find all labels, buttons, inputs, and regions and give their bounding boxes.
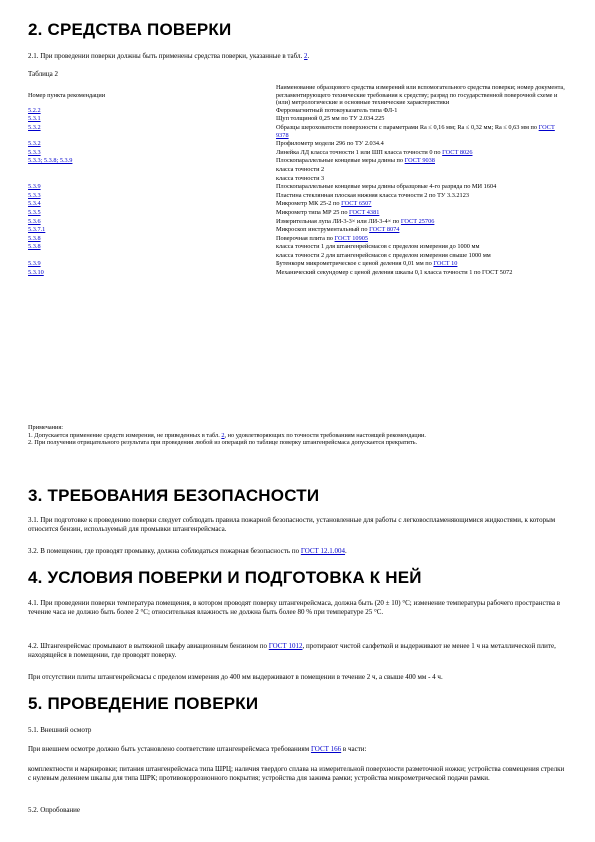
paragraph-4-3: При отсутствии плиты штангенрейсмасы с пределом измерения до 400 мм выдерживают в помещении в течение 2 ч, а свыше 400 мм - 4 ч. [28, 673, 443, 681]
means-description-text: Образцы шероховатости поверхности с параметрами Ra ≤ 0,16 мм; Ra ≤ 0,32 мм; Ra ≤ 0,63 мм по [276, 123, 539, 131]
clause-link[interactable]: 5.3.9 [28, 183, 41, 191]
means-description-cell [276, 115, 568, 124]
table-row [28, 243, 568, 252]
clause-number-cell [28, 124, 276, 140]
paragraph-3-1: 3.1. При подготовке к проведению поверки следует соблюдать правила пожарной безопасности, установленные для работы с легковоспламеняющимися жидкостями, к которым относится бензин, используемый для промывки штангенрейсмаса. [28, 516, 556, 533]
means-description-cell [276, 200, 568, 209]
clause-number-cell [28, 115, 276, 124]
clause-number-cell [28, 252, 276, 261]
table-row [28, 209, 568, 218]
table-header-row [28, 84, 568, 107]
means-description-cell [276, 235, 568, 244]
clause-number-cell [28, 209, 276, 218]
gost-1012-link[interactable]: ГОСТ 1012 [268, 642, 303, 650]
paragraph-4-1: 4.1. При проведении поверки температура помещения, в котором проводят поверку штангенрейсмаса, должна быть (20 ± 10) °С; изменение температуры рабочего пространства в течение часа не должно быть более 2 °С; относительная влажность не должна быть более 80 % при температуре 25 °С. [28, 599, 561, 616]
clause-link[interactable]: 5.3.8 [28, 243, 41, 251]
means-description-text: Микроскоп инструментальный по [276, 226, 370, 234]
means-description-cell [276, 166, 568, 175]
note-1-text: 1. Допускается применение средств измерения, не приведенных в табл. [28, 431, 222, 439]
paragraph-5-1-intro-text: При внешнем осмотре должно быть установлено соответствие штангенрейсмаса требованиям [28, 745, 311, 753]
means-description-text: Щуп толщиной 0,25 мм по ТУ 2.034.225 [276, 115, 385, 123]
means-description-cell [276, 140, 568, 149]
means-description-text: Микрометр МК 25-2 по [276, 200, 342, 208]
standard-link[interactable]: ГОСТ 9378 [276, 123, 555, 139]
paragraph-4-2 [28, 642, 568, 660]
table-row [28, 260, 568, 269]
table-2-link[interactable]: 2 [304, 52, 308, 60]
clause-link[interactable]: 5.3.8 [28, 234, 41, 242]
standard-link[interactable]: ГОСТ 6507 [341, 200, 372, 208]
table-row [28, 149, 568, 158]
means-description-cell [276, 260, 568, 269]
means-description-cell [276, 157, 568, 166]
table-row [28, 183, 568, 192]
means-description-cell [276, 192, 568, 201]
clause-number-cell [28, 218, 276, 227]
section-title-safety: 3. ТРЕБОВАНИЯ БЕЗОПАСНОСТИ [28, 486, 320, 505]
table-row [28, 226, 568, 235]
means-description-text: Микрометр типа МР 25 по [276, 208, 350, 216]
means-description-text: класса точности 2 [276, 165, 325, 173]
means-description-cell [276, 252, 568, 261]
means-description-cell [276, 269, 568, 278]
gost-12-1-004-link[interactable]: ГОСТ 12.1.004 [300, 547, 346, 555]
paragraph-4-2-end: , протирают чистой салфеткой и выдерживают не менее 1 ч на металлической плите, находящейся в помещении, где проводят поверку. [28, 642, 556, 659]
table-row [28, 218, 568, 227]
clause-number-cell [28, 226, 276, 235]
clause-link[interactable]: 5.2.2 [28, 106, 41, 114]
clause-link[interactable]: 5.3.7.1 [28, 226, 46, 234]
paragraph-5-1-list: комплектности и маркировки; питания штангенрейсмаса типа ШРЦ; наличия твердого сплава на измерительной поверхности разметочной ножки; устройства совмещения стрелки с нулевым делением шкалы для типа ШРК; противокоррозионного покрытия; устройства для зажима рамки; устройства микрометрической подачи рамки. [28, 765, 565, 782]
means-description-text: Бутенкорм микрометрическое с ценой деления 0,01 мм по [276, 260, 434, 268]
notes-block [28, 424, 568, 447]
means-description-text: Пластина стеклянная плоская нижняя класса точности 2 по ТУ 3.3.2123 [276, 191, 470, 199]
means-description-text: класса точности 2 для штангенрейсмасов с пределом измерения свыше 1000 мм [276, 251, 491, 259]
means-description-text: Ферромагнитный потокоуказатель типа ФЛ-1 [276, 106, 398, 114]
clause-link[interactable]: 5.3.3 [28, 191, 41, 199]
means-description-cell [276, 226, 568, 235]
table-row [28, 157, 568, 166]
clause-number-cell [28, 140, 276, 149]
header-means-description: Наименование образцового средства измерений или вспомогательного средства поверки; номер документа, регламентирующего технические требования к средству; разряд по государственной поверочной схеме и (или) метрологические и основные технические характеристики [276, 84, 565, 107]
means-description-text: Линейка ЛД класса точности 1 или ШП класса точности 0 по [276, 148, 443, 156]
standard-link[interactable]: ГОСТ 10 [433, 260, 458, 268]
section-title-procedure: 5. ПРОВЕДЕНИЕ ПОВЕРКИ [28, 694, 259, 713]
means-description-text: класса точности 3 [276, 174, 325, 182]
paragraph-3-2 [28, 547, 568, 556]
paragraph-3-2-text: 3.2. В помещении, где проводят промывку, должна соблюдаться пожарная безопасность по [28, 547, 301, 555]
table-row [28, 200, 568, 209]
table-row [28, 252, 568, 261]
means-description-cell [276, 124, 568, 140]
standard-link[interactable]: ГОСТ 8074 [369, 226, 400, 234]
clause-number-cell [28, 175, 276, 184]
standard-link[interactable]: ГОСТ 25706 [400, 217, 435, 225]
note-1-table-link[interactable]: 2 [221, 431, 225, 439]
standard-link[interactable]: ГОСТ 10905 [334, 234, 369, 242]
clause-number-cell [28, 157, 276, 166]
clause-number-cell [28, 192, 276, 201]
table-row [28, 166, 568, 175]
notes-title: Примечания: [28, 424, 64, 431]
table-row [28, 269, 568, 278]
paragraph-3-2-end: . [345, 547, 347, 555]
clause-number-cell [28, 149, 276, 158]
clause-link[interactable]: 5.3.5 [28, 208, 41, 216]
clause-link[interactable]: 5.3.3 [28, 148, 41, 156]
means-description-text: Поверочная плита по [276, 234, 335, 242]
means-description-cell [276, 209, 568, 218]
paragraph-2-1-text: 2.1. При проведении поверки должны быть применены средства поверки, указанные в табл. [28, 52, 305, 60]
paragraph-5-1: 5.1. Внешний осмотр [28, 726, 92, 734]
standard-link[interactable]: ГОСТ 9038 [404, 157, 435, 165]
section-title-conditions: 4. УСЛОВИЯ ПОВЕРКИ И ПОДГОТОВКА К НЕЙ [28, 568, 422, 587]
means-description-cell [276, 243, 568, 252]
clause-number-cell [28, 107, 276, 116]
means-description-cell [276, 175, 568, 184]
means-description-cell [276, 218, 568, 227]
table-caption: Таблица 2 [28, 70, 58, 78]
note-1 [28, 432, 568, 440]
header-clause-number: Номер пункта рекомендации [28, 91, 106, 99]
clause-number-cell [28, 243, 276, 252]
means-description-text: Плоскопараллельные концевые меры длины образцовые 4-го разряда по МИ 1604 [276, 183, 497, 191]
means-description-text: Механический секундомер с ценой деления шкалы 0,1 класса точности 1 по ГОСТ 5072 [276, 269, 513, 277]
standard-link[interactable]: ГОСТ 4381 [349, 208, 380, 216]
clause-number-cell [28, 166, 276, 175]
paragraph-5-1-intro [28, 745, 568, 754]
clause-link[interactable]: 5.3.2 [28, 140, 41, 148]
clause-number-cell [28, 235, 276, 244]
means-description-text: класса точности 1 для штангенрейсмасов с пределом измерения до 1000 мм [276, 243, 480, 251]
paragraph-5-2: 5.2. Опробование [28, 806, 81, 814]
standard-link[interactable]: ГОСТ 8026 [442, 148, 473, 156]
clause-number-cell [28, 200, 276, 209]
table-row [28, 140, 568, 149]
paragraph-2-1-end: . [307, 52, 310, 60]
section-title-verification-means: 2. СРЕДСТВА ПОВЕРКИ [28, 20, 232, 39]
paragraph-2-1 [28, 52, 568, 61]
table-row [28, 175, 568, 184]
clause-link[interactable]: 5.3.9 [28, 260, 41, 268]
paragraph-5-1-intro-end: в части: [341, 745, 367, 753]
means-description-text: Плоскопараллельные концевые меры длины по [276, 157, 405, 165]
table-row [28, 192, 568, 201]
note-1-end: , но удовлетворяющих по точности требованиям настоящей рекомендации. [224, 431, 426, 439]
means-description-text: Профилометр модели 296 по ТУ 2.034.4 [276, 140, 384, 148]
table-row [28, 124, 568, 140]
means-description-cell [276, 149, 568, 158]
paragraph-4-2-text: 4.2. Штангенрейсмас промывают в вытяжной шкафу авиационным бензином по [28, 642, 269, 650]
clause-number-cell [28, 183, 276, 192]
clause-link[interactable]: 5.3.3; 5.3.8; 5.3.9 [28, 157, 73, 165]
clause-number-cell [28, 260, 276, 269]
means-description-cell [276, 107, 568, 116]
clause-link[interactable]: 5.3.10 [28, 269, 44, 277]
table-row [28, 235, 568, 244]
table-row [28, 115, 568, 124]
gost-166-link[interactable]: ГОСТ 166 [310, 745, 342, 753]
table-row [28, 107, 568, 116]
clause-number-cell [28, 269, 276, 278]
clause-link[interactable]: 5.3.4 [28, 200, 41, 208]
clause-link[interactable]: 5.3.6 [28, 217, 41, 225]
means-description-cell [276, 183, 568, 192]
clause-link[interactable]: 5.3.1 [28, 115, 41, 123]
verification-means-table [28, 84, 568, 278]
note-2: 2. При получении отрицательного результата при проведении любой из операций по таблице поверку штангенрейсмаса допускается прекратить. [28, 439, 418, 447]
means-description-text: Измерительная лупа ЛИ-3-3× или ЛИ-3-4× по [276, 217, 401, 225]
clause-link[interactable]: 5.3.2 [28, 123, 41, 131]
